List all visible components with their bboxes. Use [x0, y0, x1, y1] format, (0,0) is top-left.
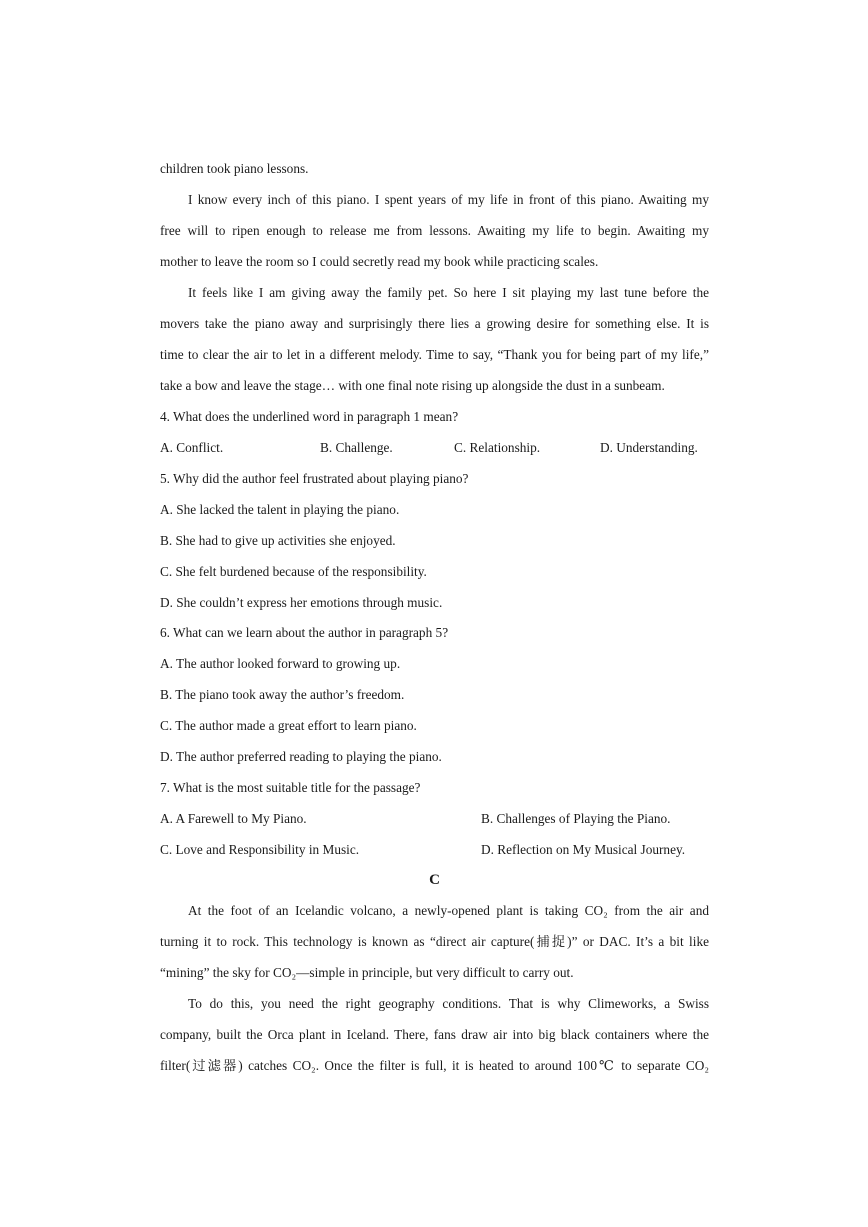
passage-c-p1-line-1: At the foot of an Icelandic volcano, a newly-opened plant is taking CO₂ from the air and [188, 903, 709, 918]
question-5-option-d: D. She couldn’t express her emotions through music. [160, 595, 443, 610]
passage-b-p4-line-1: I know every inch of this piano. I spent years of my life in front of this piano. Awaiting my [188, 192, 709, 207]
passage-c-p2-line-3: filter(过滤器) catches CO₂. Once the filter is full, it is heated to around 100℃ to separate CO₂ [160, 1058, 709, 1073]
question-7-stem: 7. What is the most suitable title for the passage? [160, 780, 421, 795]
question-6-option-a: A. The author looked forward to growing up. [160, 656, 401, 671]
question-4-stem: 4. What does the underlined word in paragraph 1 mean? [160, 409, 459, 424]
question-7-option-b: B. Challenges of Playing the Piano. [481, 811, 671, 826]
question-6-option-b: B. The piano took away the author’s freedom. [160, 687, 405, 702]
passage-c-p1-line-3: “mining” the sky for CO₂—simple in principle, but very difficult to carry out. [160, 965, 574, 980]
passage-b-p4-line-3: mother to leave the room so I could secretly read my book while practicing scales. [160, 254, 599, 269]
question-7-option-c: C. Love and Responsibility in Music. [160, 842, 360, 857]
passage-b-paragraph-tail: children took piano lessons. [160, 161, 309, 176]
passage-b-p5-line-1: It feels like I am giving away the family pet. So here I sit playing my last tune before the [188, 285, 709, 300]
question-7-option-a: A. A Farewell to My Piano. [160, 811, 307, 826]
passage-c-heading: C [429, 872, 440, 888]
passage-b-p5-line-4: take a bow and leave the stage… with one final note rising up alongside the dust in a sunbeam. [160, 378, 665, 393]
passage-c-p1-line-2: turning it to rock. This technology is known as “direct air capture(捕捉)” or DAC. It’s a bit like [160, 934, 709, 949]
question-6-option-c: C. The author made a great effort to learn piano. [160, 718, 417, 733]
question-4-option-c: C. Relationship. [454, 440, 541, 455]
question-5-option-b: B. She had to give up activities she enjoyed. [160, 533, 396, 548]
question-6-option-d: D. The author preferred reading to playing the piano. [160, 749, 442, 764]
question-4-option-a: A. Conflict. [160, 440, 224, 455]
passage-b-p5-line-2: movers take the piano away and surprisingly there lies a growing desire for something else. It is [160, 316, 709, 331]
passage-c-p2-line-1: To do this, you need the right geography conditions. That is why Climeworks, a Swiss [188, 996, 709, 1011]
passage-c-p2-line-2: company, built the Orca plant in Iceland. There, fans draw air into big black containers where the [160, 1027, 709, 1042]
question-5-stem: 5. Why did the author feel frustrated about playing piano? [160, 471, 469, 486]
question-6-stem: 6. What can we learn about the author in paragraph 5? [160, 625, 449, 640]
question-4-option-b: B. Challenge. [320, 440, 393, 455]
question-7-option-d: D. Reflection on My Musical Journey. [481, 842, 686, 857]
question-4-option-d: D. Understanding. [600, 440, 698, 455]
passage-b-p5-line-3: time to clear the air to let in a different melody. Time to say, “Thank you for being part of my life,” [160, 347, 709, 362]
passage-b-p4-line-2: free will to ripen enough to release me from lessons. Awaiting my life to begin. Awaiting my [160, 223, 709, 238]
question-5-option-c: C. She felt burdened because of the responsibility. [160, 564, 427, 579]
question-5-option-a: A. She lacked the talent in playing the piano. [160, 502, 400, 517]
